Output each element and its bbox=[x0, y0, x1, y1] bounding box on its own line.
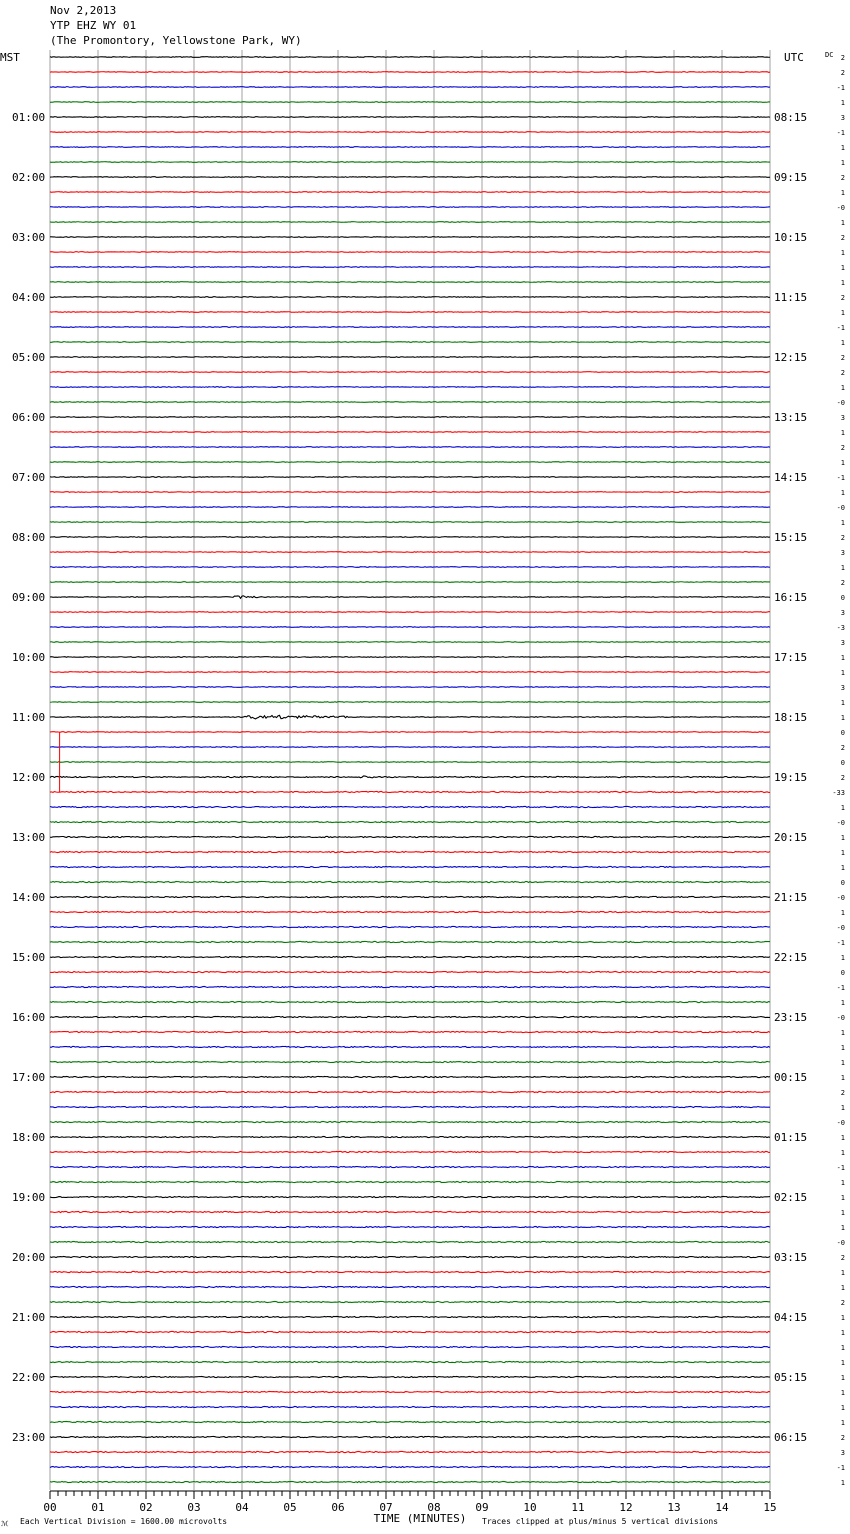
seismic-trace bbox=[50, 1436, 770, 1437]
dc-offset-value: 1 bbox=[840, 264, 845, 272]
seismic-trace bbox=[50, 417, 770, 418]
left-hour-label: 09:00 bbox=[12, 591, 46, 604]
seismic-trace bbox=[50, 1451, 770, 1452]
x-tick-label: 07 bbox=[379, 1501, 393, 1514]
dc-offset-value: 0 bbox=[840, 879, 845, 887]
seismic-trace bbox=[50, 372, 770, 373]
seismic-trace bbox=[50, 1061, 770, 1062]
dc-offset-value: 2 bbox=[840, 579, 845, 587]
x-tick-label: 10 bbox=[523, 1501, 537, 1514]
left-hour-label: 21:00 bbox=[12, 1311, 46, 1324]
dc-offset-value: 3 bbox=[840, 114, 845, 122]
dc-offset-value: 1 bbox=[840, 1149, 845, 1157]
dc-offset-value: 1 bbox=[840, 189, 845, 197]
dc-offset-value: 1 bbox=[840, 999, 845, 1007]
x-tick-label: 01 bbox=[91, 1501, 105, 1514]
x-tick-label: 08 bbox=[427, 1501, 441, 1514]
dc-offset-value: 2 bbox=[840, 174, 845, 182]
dc-offset-value: 1 bbox=[840, 1419, 845, 1427]
dc-offset-value: 1 bbox=[840, 249, 845, 257]
left-hour-label: 11:00 bbox=[12, 711, 46, 724]
right-hour-label: 22:15 bbox=[774, 951, 808, 964]
dc-offset-value: 1 bbox=[840, 1479, 845, 1487]
x-tick-label: 02 bbox=[139, 1501, 153, 1514]
seismic-trace bbox=[50, 836, 770, 837]
seismic-trace bbox=[50, 702, 770, 703]
x-tick-label: 14 bbox=[715, 1501, 729, 1514]
left-hour-label: 13:00 bbox=[12, 831, 46, 844]
dc-offset-value: 1 bbox=[840, 279, 845, 287]
right-hour-label: 23:15 bbox=[774, 1011, 808, 1024]
dc-offset-value: -0 bbox=[836, 504, 845, 512]
dc-offset-value: 1 bbox=[840, 1359, 845, 1367]
seismic-trace bbox=[50, 1466, 770, 1467]
left-hour-label: 16:00 bbox=[12, 1011, 46, 1024]
dc-offset-value: 1 bbox=[840, 1179, 845, 1187]
dc-offset-value: 1 bbox=[840, 1404, 845, 1412]
dc-offset-value: -1 bbox=[836, 939, 845, 947]
right-hour-label: 11:15 bbox=[774, 291, 808, 304]
chart-location: (The Promontory, Yellowstone Park, WY) bbox=[50, 34, 302, 47]
seismic-trace bbox=[50, 117, 770, 118]
seismic-trace bbox=[50, 237, 770, 238]
dc-offset-value: -0 bbox=[836, 924, 845, 932]
seismic-trace bbox=[50, 956, 770, 957]
seismic-trace bbox=[50, 911, 770, 912]
dc-offset-value: -1 bbox=[836, 129, 845, 137]
dc-offset-value: 1 bbox=[840, 1044, 845, 1052]
seismic-trace bbox=[50, 522, 770, 523]
seismic-trace bbox=[50, 1421, 770, 1422]
seismic-trace bbox=[50, 462, 770, 463]
x-tick-label: 06 bbox=[331, 1501, 345, 1514]
dc-offset-value: -0 bbox=[836, 399, 845, 407]
dc-offset-value: 1 bbox=[840, 1029, 845, 1037]
left-hour-label: 18:00 bbox=[12, 1131, 46, 1144]
seismic-trace bbox=[50, 1361, 770, 1362]
seismic-trace bbox=[50, 102, 770, 103]
seismic-trace bbox=[50, 1241, 770, 1242]
right-hour-label: 16:15 bbox=[774, 591, 808, 604]
right-hour-label: 02:15 bbox=[774, 1191, 808, 1204]
seismic-trace bbox=[50, 687, 770, 688]
dc-offset-value: 1 bbox=[840, 1194, 845, 1202]
dc-offset-value: 2 bbox=[840, 294, 845, 302]
right-hour-label: 14:15 bbox=[774, 471, 808, 484]
dc-offset-value: 3 bbox=[840, 684, 845, 692]
left-hour-label: 08:00 bbox=[12, 531, 46, 544]
dc-offset-value: -0 bbox=[836, 1014, 845, 1022]
x-tick-label: 04 bbox=[235, 1501, 249, 1514]
dc-offset-value: 1 bbox=[840, 309, 845, 317]
dc-offset-value: 2 bbox=[840, 1089, 845, 1097]
dc-offset-value: 2 bbox=[840, 1434, 845, 1442]
dc-offset-value: 3 bbox=[840, 1449, 845, 1457]
left-hour-label: 01:00 bbox=[12, 111, 46, 124]
dc-offset-value: 1 bbox=[840, 1344, 845, 1352]
left-hour-label: 17:00 bbox=[12, 1071, 46, 1084]
dc-offset-value: 1 bbox=[840, 1389, 845, 1397]
right-hour-label: 00:15 bbox=[774, 1071, 808, 1084]
dc-offset-value: 1 bbox=[840, 564, 845, 572]
seismic-trace bbox=[50, 657, 770, 658]
seismic-trace bbox=[50, 477, 770, 478]
right-hour-label: 09:15 bbox=[774, 171, 808, 184]
seismic-trace bbox=[50, 762, 770, 763]
seismic-trace bbox=[50, 267, 770, 268]
dc-offset-value: 1 bbox=[840, 384, 845, 392]
right-hour-label: 01:15 bbox=[774, 1131, 808, 1144]
seismic-trace bbox=[50, 87, 770, 88]
dc-offset-value: 1 bbox=[840, 954, 845, 962]
seismic-trace bbox=[50, 537, 770, 538]
left-hour-label: 04:00 bbox=[12, 291, 46, 304]
x-tick-label: 05 bbox=[283, 1501, 297, 1514]
seismic-trace bbox=[50, 297, 770, 298]
chart-station: YTP EHZ WY 01 bbox=[50, 19, 137, 32]
scale-note: Each Vertical Division = 1600.00 microvolts bbox=[20, 1517, 228, 1526]
seismic-trace bbox=[50, 567, 770, 568]
dc-offset-header: DC bbox=[825, 51, 834, 59]
seismic-trace bbox=[50, 627, 770, 628]
left-timezone-label: MST bbox=[0, 51, 20, 64]
seismic-trace bbox=[50, 596, 770, 599]
left-hour-label: 22:00 bbox=[12, 1371, 46, 1384]
seismic-trace bbox=[50, 1046, 770, 1047]
seismic-trace bbox=[50, 1211, 770, 1212]
seismic-trace bbox=[50, 582, 770, 583]
dc-offset-value: 2 bbox=[840, 1299, 845, 1307]
chart-date: Nov 2,2013 bbox=[50, 4, 117, 17]
seismic-trace bbox=[50, 252, 770, 253]
dc-offset-value: 1 bbox=[840, 1269, 845, 1277]
dc-offset-value: 0 bbox=[840, 729, 845, 737]
dc-offset-value: 2 bbox=[840, 354, 845, 362]
seismic-trace bbox=[50, 1376, 770, 1377]
right-hour-label: 04:15 bbox=[774, 1311, 808, 1324]
dc-offset-value: -3 bbox=[836, 624, 845, 632]
dc-offset-value: 2 bbox=[840, 1254, 845, 1262]
dc-offset-value: 1 bbox=[840, 669, 845, 677]
seismic-trace bbox=[50, 971, 770, 972]
x-tick-label: 09 bbox=[475, 1501, 489, 1514]
dc-offset-value: 1 bbox=[840, 804, 845, 812]
right-timezone-label: UTC bbox=[784, 51, 804, 64]
seismic-trace bbox=[50, 1166, 770, 1167]
dc-offset-value: 1 bbox=[840, 1374, 845, 1382]
left-hour-label: 20:00 bbox=[12, 1251, 46, 1264]
seismic-trace bbox=[50, 866, 770, 867]
seismic-trace bbox=[50, 851, 770, 852]
seismic-trace bbox=[50, 57, 770, 58]
dc-offset-value: 1 bbox=[840, 99, 845, 107]
seismic-trace bbox=[50, 552, 770, 553]
dc-offset-value: 1 bbox=[840, 909, 845, 917]
seismic-trace bbox=[50, 1136, 770, 1137]
dc-offset-value: -1 bbox=[836, 1164, 845, 1172]
seismic-trace bbox=[50, 192, 770, 193]
dc-offset-value: -0 bbox=[836, 204, 845, 212]
dc-offset-value: -1 bbox=[836, 474, 845, 482]
dc-offset-value: -1 bbox=[836, 84, 845, 92]
dc-offset-value: 1 bbox=[840, 339, 845, 347]
right-hour-label: 03:15 bbox=[774, 1251, 808, 1264]
dc-offset-value: 1 bbox=[840, 699, 845, 707]
seismic-trace bbox=[50, 312, 770, 313]
dc-offset-value: -1 bbox=[836, 984, 845, 992]
seismic-trace bbox=[50, 715, 770, 719]
seismic-trace bbox=[50, 612, 770, 613]
seismic-trace bbox=[50, 1121, 770, 1122]
seismic-trace bbox=[50, 1151, 770, 1152]
dc-offset-value: 1 bbox=[840, 1059, 845, 1067]
seismic-trace bbox=[50, 1271, 770, 1272]
dc-offset-value: 3 bbox=[840, 609, 845, 617]
right-hour-label: 21:15 bbox=[774, 891, 808, 904]
clip-note: Traces clipped at plus/minus 5 vertical divisions bbox=[482, 1517, 719, 1526]
seismic-trace bbox=[50, 926, 770, 927]
seismic-trace bbox=[50, 222, 770, 223]
dc-offset-value: 1 bbox=[840, 849, 845, 857]
dc-offset-value: 2 bbox=[840, 744, 845, 752]
dc-offset-value: 3 bbox=[840, 549, 845, 557]
right-hour-label: 13:15 bbox=[774, 411, 808, 424]
right-hour-label: 06:15 bbox=[774, 1431, 808, 1444]
dc-offset-value: 1 bbox=[840, 1329, 845, 1337]
seismic-trace bbox=[50, 896, 770, 897]
dc-offset-value: 1 bbox=[840, 654, 845, 662]
seismic-trace bbox=[50, 1481, 770, 1482]
seismic-trace bbox=[50, 327, 770, 328]
dc-offset-value: 1 bbox=[840, 1284, 845, 1292]
dc-offset-value: 1 bbox=[840, 159, 845, 167]
dc-offset-value: -0 bbox=[836, 1239, 845, 1247]
seismic-trace bbox=[50, 1091, 770, 1092]
dc-offset-value: 1 bbox=[840, 864, 845, 872]
dc-offset-value: 0 bbox=[840, 594, 845, 602]
left-hour-label: 07:00 bbox=[12, 471, 46, 484]
left-hour-label: 06:00 bbox=[12, 411, 46, 424]
seismic-trace bbox=[50, 1031, 770, 1032]
x-axis-title: TIME (MINUTES) bbox=[373, 1512, 467, 1525]
seismic-trace bbox=[50, 1391, 770, 1392]
seismic-trace bbox=[50, 147, 770, 148]
seismic-trace bbox=[50, 776, 770, 778]
x-tick-label: 13 bbox=[667, 1501, 681, 1514]
dc-offset-value: 1 bbox=[840, 714, 845, 722]
seismic-trace bbox=[50, 1076, 770, 1077]
x-tick-label: 03 bbox=[187, 1501, 201, 1514]
dc-offset-value: 2 bbox=[840, 369, 845, 377]
x-tick-label: 11 bbox=[571, 1501, 585, 1514]
right-hour-label: 17:15 bbox=[774, 651, 808, 664]
right-hour-label: 15:15 bbox=[774, 531, 808, 544]
left-hour-label: 15:00 bbox=[12, 951, 46, 964]
dc-offset-value: 2 bbox=[840, 534, 845, 542]
seismic-trace bbox=[50, 732, 770, 733]
right-hour-label: 10:15 bbox=[774, 231, 808, 244]
seismic-trace bbox=[50, 492, 770, 493]
left-hour-label: 10:00 bbox=[12, 651, 46, 664]
seismic-trace bbox=[50, 1106, 770, 1107]
seismic-trace bbox=[50, 447, 770, 448]
seismic-trace bbox=[50, 986, 770, 987]
left-hour-label: 14:00 bbox=[12, 891, 46, 904]
seismic-trace bbox=[50, 507, 770, 508]
right-hour-label: 12:15 bbox=[774, 351, 808, 364]
dc-offset-value: -0 bbox=[836, 1119, 845, 1127]
dc-offset-value: 3 bbox=[840, 414, 845, 422]
right-hour-label: 20:15 bbox=[774, 831, 808, 844]
x-tick-label: 12 bbox=[619, 1501, 633, 1514]
left-hour-label: 23:00 bbox=[12, 1431, 46, 1444]
dc-offset-value: 1 bbox=[840, 429, 845, 437]
seismic-trace bbox=[50, 162, 770, 163]
dc-offset-value: 1 bbox=[840, 1314, 845, 1322]
dc-offset-value: 1 bbox=[840, 1104, 845, 1112]
left-hour-label: 05:00 bbox=[12, 351, 46, 364]
dc-offset-value: 1 bbox=[840, 834, 845, 842]
seismic-trace bbox=[50, 1286, 770, 1287]
seismic-trace bbox=[50, 1256, 770, 1257]
corner-mark: ℳ bbox=[1, 1520, 9, 1528]
seismic-trace bbox=[50, 941, 770, 942]
dc-offset-value: -1 bbox=[836, 1464, 845, 1472]
x-tick-label: 00 bbox=[43, 1501, 57, 1514]
seismic-trace bbox=[50, 747, 770, 748]
dc-offset-value: 2 bbox=[840, 774, 845, 782]
dc-offset-value: 1 bbox=[840, 144, 845, 152]
left-hour-label: 02:00 bbox=[12, 171, 46, 184]
dc-offset-value: 3 bbox=[840, 639, 845, 647]
dc-offset-value: 0 bbox=[840, 759, 845, 767]
seismic-trace bbox=[50, 132, 770, 133]
seismic-trace bbox=[50, 1226, 770, 1227]
seismic-trace bbox=[50, 821, 770, 822]
seismic-trace bbox=[50, 1181, 770, 1182]
dc-offset-value: 1 bbox=[840, 1074, 845, 1082]
dc-offset-value: 2 bbox=[840, 444, 845, 452]
seismic-trace bbox=[50, 1346, 770, 1347]
right-hour-label: 19:15 bbox=[774, 771, 808, 784]
dc-offset-value: 0 bbox=[840, 969, 845, 977]
seismic-trace bbox=[50, 357, 770, 358]
seismic-trace bbox=[50, 806, 770, 807]
seismic-trace bbox=[50, 207, 770, 208]
seismic-trace bbox=[50, 791, 770, 792]
dc-offset-value: 2 bbox=[840, 234, 845, 242]
dc-offset-value: 1 bbox=[840, 519, 845, 527]
seismic-trace bbox=[50, 1016, 770, 1017]
seismic-trace bbox=[50, 387, 770, 388]
seismic-trace bbox=[50, 1301, 770, 1302]
right-hour-label: 08:15 bbox=[774, 111, 808, 124]
dc-offset-value: -33 bbox=[832, 789, 845, 797]
left-hour-label: 12:00 bbox=[12, 771, 46, 784]
dc-offset-value: 1 bbox=[840, 1134, 845, 1142]
x-tick-label: 15 bbox=[763, 1501, 777, 1514]
seismic-trace bbox=[50, 402, 770, 403]
seismic-trace bbox=[50, 72, 770, 73]
dc-offset-value: 1 bbox=[840, 1224, 845, 1232]
left-hour-label: 03:00 bbox=[12, 231, 46, 244]
seismic-trace bbox=[50, 342, 770, 343]
dc-offset-value: 1 bbox=[840, 459, 845, 467]
right-hour-label: 18:15 bbox=[774, 711, 808, 724]
seismic-trace bbox=[50, 1196, 770, 1197]
dc-offset-value: 2 bbox=[840, 54, 845, 62]
right-hour-label: 05:15 bbox=[774, 1371, 808, 1384]
seismic-trace bbox=[50, 1331, 770, 1332]
seismic-trace bbox=[50, 282, 770, 283]
seismic-trace bbox=[50, 1316, 770, 1317]
seismic-trace bbox=[50, 642, 770, 643]
dc-offset-value: 2 bbox=[840, 69, 845, 77]
seismic-trace bbox=[50, 432, 770, 433]
seismic-trace bbox=[50, 881, 770, 882]
seismic-trace bbox=[50, 1406, 770, 1407]
dc-offset-value: -0 bbox=[836, 894, 845, 902]
dc-offset-value: 1 bbox=[840, 219, 845, 227]
seismic-trace bbox=[50, 177, 770, 178]
dc-offset-value: 1 bbox=[840, 489, 845, 497]
dc-offset-value: -1 bbox=[836, 324, 845, 332]
left-hour-label: 19:00 bbox=[12, 1191, 46, 1204]
dc-offset-value: -0 bbox=[836, 819, 845, 827]
seismic-trace bbox=[50, 1001, 770, 1002]
seismic-trace bbox=[50, 672, 770, 673]
dc-offset-value: 1 bbox=[840, 1209, 845, 1217]
